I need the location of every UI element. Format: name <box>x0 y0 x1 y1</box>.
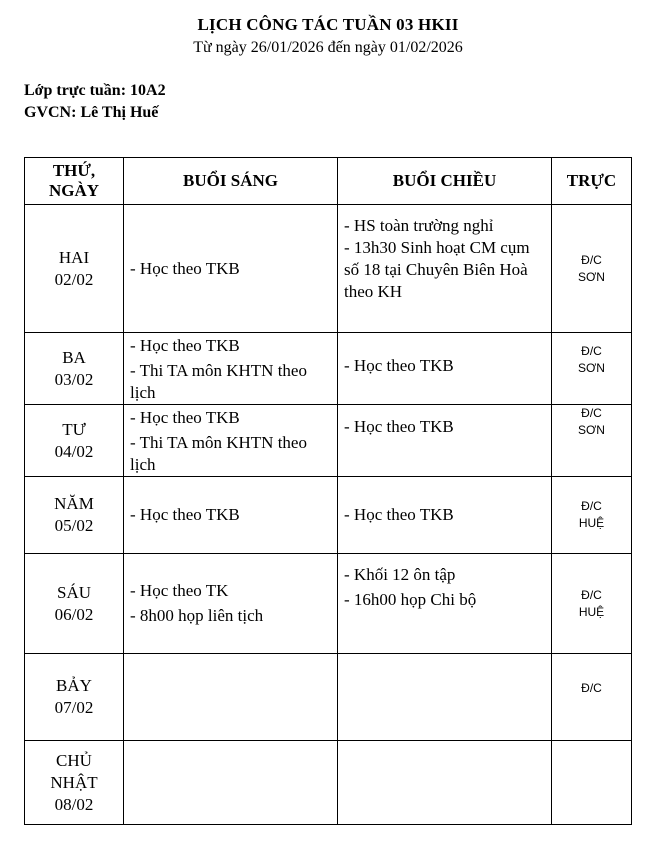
duty-person: SƠN <box>578 269 605 284</box>
duty-cell <box>552 405 632 477</box>
day-name-line2: NHẬT <box>50 772 98 792</box>
day-cell <box>25 654 124 741</box>
duty-title: Đ/C <box>581 499 602 513</box>
duty-cell <box>552 477 632 554</box>
day-date: 02/02 <box>54 269 94 289</box>
afternoon-cell <box>338 654 552 741</box>
morning-item: - Học theo TKB <box>130 408 240 427</box>
header-day-line1: THỨ, <box>52 161 96 180</box>
table-row <box>25 654 632 741</box>
afternoon-cell <box>338 554 552 654</box>
table-row <box>25 405 632 477</box>
afternoon-cell <box>338 205 552 333</box>
table-row <box>25 554 632 654</box>
duty-title: Đ/C <box>581 406 602 420</box>
day-name: NĂM <box>54 494 94 513</box>
day-name: BẢY <box>56 676 92 695</box>
schedule-table <box>24 157 632 825</box>
day-date: 07/02 <box>54 698 94 717</box>
day-date: 06/02 <box>54 604 94 624</box>
header-duty: TRỰC <box>552 158 632 205</box>
duty-person: SƠN <box>578 423 605 437</box>
day-date: 03/02 <box>54 369 94 389</box>
afternoon-item: - Học theo TKB <box>344 356 454 375</box>
day-name: TƯ <box>62 419 86 439</box>
table-row <box>25 205 632 333</box>
header-day <box>25 158 124 205</box>
afternoon-cell <box>338 477 552 554</box>
schedule-title: LỊCH CÔNG TÁC TUẦN 03 HKII <box>197 15 459 34</box>
day-cell <box>25 477 124 554</box>
header-day-line2: NGÀY <box>48 181 100 200</box>
afternoon-item: - 13h30 Sinh hoạt CM cụm số 18 tại Chuyên Biên Hoà theo KH <box>344 238 530 301</box>
morning-item: - Học theo TKB <box>130 336 240 355</box>
morning-cell <box>124 405 338 477</box>
afternoon-item: - 16h00 họp Chi bộ <box>344 590 477 609</box>
table-row <box>25 477 632 554</box>
morning-item: - Học theo TKB <box>130 505 240 524</box>
duty-cell <box>552 654 632 741</box>
table-header-row <box>25 158 632 205</box>
day-cell <box>25 333 124 405</box>
afternoon-cell <box>338 405 552 477</box>
duty-title: Đ/C <box>581 344 602 358</box>
day-date: 05/02 <box>54 516 94 535</box>
duty-person: HUỆ <box>578 604 605 619</box>
duty-cell <box>552 333 632 405</box>
day-cell <box>25 205 124 333</box>
morning-item: - Thi TA môn KHTN theo lịch <box>130 433 307 474</box>
afternoon-cell <box>338 741 552 825</box>
header-afternoon: BUỔI CHIỀU <box>338 158 552 205</box>
morning-item: - 8h00 họp liên tịch <box>130 606 264 625</box>
day-cell <box>25 741 124 825</box>
morning-item: - Thi TA môn KHTN theo lịch <box>130 361 307 402</box>
morning-cell <box>124 477 338 554</box>
morning-cell <box>124 333 338 405</box>
morning-item: - Học theo TKB <box>130 258 240 278</box>
header-morning: BUỔI SÁNG <box>124 158 338 205</box>
day-name: BA <box>62 347 86 367</box>
duty-title: Đ/C <box>581 252 602 267</box>
duty-person: SƠN <box>578 361 605 375</box>
duty-title: Đ/C <box>581 587 602 602</box>
morning-cell <box>124 654 338 741</box>
afternoon-item: - Học theo TKB <box>344 417 454 436</box>
morning-cell <box>124 554 338 654</box>
day-name-line1: CHỦ <box>56 750 92 770</box>
afternoon-cell <box>338 333 552 405</box>
duty-cell <box>552 205 632 333</box>
table-row <box>25 333 632 405</box>
duty-cell <box>552 741 632 825</box>
day-date: 04/02 <box>54 441 94 461</box>
day-name: SÁU <box>56 582 91 602</box>
duty-class-label: Lớp trực tuần: 10A2 <box>24 82 166 99</box>
table-row <box>25 741 632 825</box>
duty-cell <box>552 554 632 654</box>
morning-item: - Học theo TK <box>130 581 229 600</box>
day-cell <box>25 554 124 654</box>
afternoon-item: - HS toàn trường nghỉ <box>344 216 494 235</box>
afternoon-item: - Học theo TKB <box>344 505 454 524</box>
day-cell <box>25 405 124 477</box>
day-date: 08/02 <box>54 794 94 814</box>
day-name: HAI <box>58 247 90 267</box>
afternoon-item: - Khối 12 ôn tập <box>344 565 456 584</box>
duty-person: HUỆ <box>578 516 605 530</box>
morning-cell <box>124 205 338 333</box>
duty-title: Đ/C <box>581 681 602 695</box>
morning-cell <box>124 741 338 825</box>
date-range: Từ ngày 26/01/2026 đến ngày 01/02/2026 <box>193 39 463 56</box>
homeroom-teacher-label: GVCN: Lê Thị Huế <box>24 104 159 121</box>
